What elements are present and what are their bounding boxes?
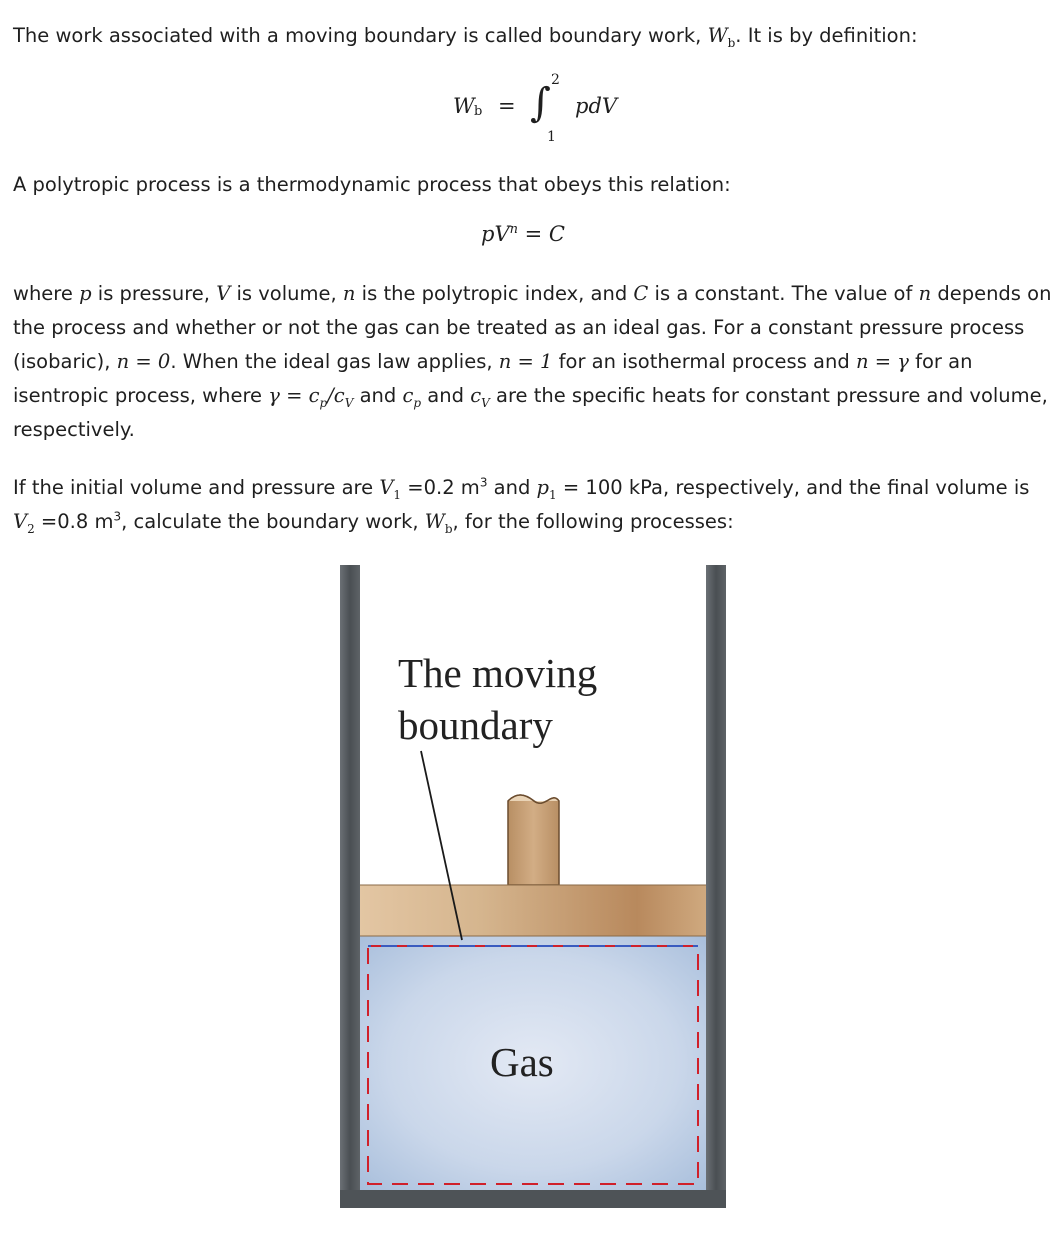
intro-text-end: . It is by definition: xyxy=(735,24,918,47)
piston xyxy=(360,885,706,936)
intro-paragraph xyxy=(13,19,1053,53)
sub-b: b xyxy=(444,521,453,536)
integrand: pdV xyxy=(575,94,618,118)
text: and xyxy=(353,384,403,407)
symbol-V2: V xyxy=(13,510,28,533)
n-equals-gamma: n = γ xyxy=(855,350,909,373)
text: If the initial volume and pressure are xyxy=(13,476,380,499)
eq-equals: = xyxy=(498,94,516,118)
gamma-def: γ = c xyxy=(268,384,320,407)
symbol-p: p xyxy=(79,282,92,305)
intro-text: The work associated with a moving boundary is called boundary work, xyxy=(13,24,708,47)
symbol-V1: V xyxy=(379,476,394,499)
text: . When the ideal gas law applies, xyxy=(170,350,499,373)
integral-sign: ∫ xyxy=(530,80,551,126)
text: and xyxy=(421,384,471,407)
eq2-pV: pV xyxy=(481,222,510,246)
gamma-div: /c xyxy=(327,384,345,407)
polytropic-text: A polytropic process is a thermodynamic process that obeys this relation: xyxy=(13,173,731,196)
integral-lower-limit: 1 xyxy=(547,129,556,145)
gas-label: Gas xyxy=(490,1039,554,1085)
piston-rod xyxy=(508,795,559,885)
text: is pressure, xyxy=(91,282,217,305)
symbol-W: W xyxy=(424,510,445,533)
symbol-c: c xyxy=(470,384,482,407)
text: where xyxy=(13,282,80,305)
sub-p: p xyxy=(413,395,422,410)
sub-2: 2 xyxy=(27,521,35,536)
symbol-n: n xyxy=(342,282,356,305)
eq2-exponent: n xyxy=(509,222,518,237)
polytropic-equation xyxy=(481,222,565,246)
symbol-W: W xyxy=(707,24,728,47)
sup-3: 3 xyxy=(479,475,488,490)
text: =0.8 m xyxy=(34,510,114,533)
text: for an isentropic process, where xyxy=(13,350,973,407)
cylinder-bottom xyxy=(340,1190,726,1208)
eq-W: W xyxy=(453,94,475,118)
text: is volume, xyxy=(230,282,343,305)
text: is the polytropic index, and xyxy=(355,282,634,305)
label-line-1: The moving xyxy=(398,650,598,696)
text: = 100 kPa, respectively, and the final volume is xyxy=(556,476,1030,499)
text: , calculate the boundary work, xyxy=(121,510,425,533)
sup-3: 3 xyxy=(113,509,122,524)
symbol-n: n xyxy=(918,282,932,305)
symbol-C: C xyxy=(633,282,649,305)
sub-1: 1 xyxy=(393,487,402,502)
text: , for the following processes: xyxy=(452,510,734,533)
sub-V: V xyxy=(344,395,354,410)
boundary-work-equation xyxy=(453,72,673,154)
text: =0.2 m xyxy=(401,476,480,499)
moving-boundary-label xyxy=(398,647,597,751)
problem-paragraph xyxy=(13,471,1057,539)
sub-p: p xyxy=(319,395,328,410)
sub-1: 1 xyxy=(549,487,557,502)
definitions-paragraph xyxy=(13,277,1053,447)
piston-cylinder-figure xyxy=(340,565,728,1210)
text: and xyxy=(487,476,537,499)
cylinder-right-wall xyxy=(706,565,726,1208)
eq-W-sub: b xyxy=(474,104,483,119)
symbol-c: c xyxy=(402,384,414,407)
text: depends on the process and whether or not the gas can be treated as an ideal gas. For a constant pressure process (isobaric), xyxy=(13,282,1052,373)
polytropic-paragraph xyxy=(13,168,1053,202)
symbol-b: b xyxy=(727,35,736,50)
text: are the specific heats for constant pressure and volume, respectively. xyxy=(13,384,1048,441)
n-equals-1: n = 1 xyxy=(498,350,553,373)
integral-upper-limit: 2 xyxy=(551,72,560,88)
eq2-rhs: = C xyxy=(517,222,565,246)
sub-V: V xyxy=(481,395,490,410)
text: is a constant. The value of xyxy=(648,282,919,305)
label-line-2: boundary xyxy=(398,702,553,748)
symbol-V: V xyxy=(216,282,231,305)
cylinder-left-wall xyxy=(340,565,360,1208)
symbol-p1: p xyxy=(536,476,550,499)
text: for an isothermal process and xyxy=(552,350,856,373)
n-equals-0: n = 0 xyxy=(116,350,171,373)
